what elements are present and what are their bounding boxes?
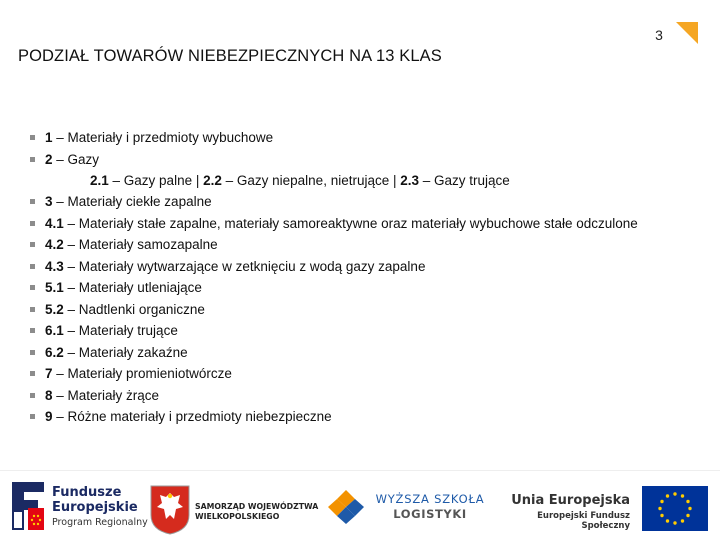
list-item bbox=[30, 151, 640, 169]
class-description: – Materiały ciekłe zapalne bbox=[52, 194, 212, 210]
bullet-icon bbox=[30, 393, 35, 398]
fe-line-3: Program Regionalny bbox=[52, 517, 148, 528]
list-item bbox=[30, 129, 640, 147]
list-item bbox=[30, 408, 640, 426]
page-number: 3 bbox=[655, 27, 663, 43]
wsl-line-1: WYŻSZA SZKOŁA bbox=[375, 492, 485, 506]
list-item bbox=[30, 344, 640, 362]
gas-subclasses bbox=[30, 172, 640, 190]
class-description: – Materiały zakaźne bbox=[63, 344, 188, 360]
wsl-line-2: LOGISTYKI bbox=[393, 507, 467, 521]
class-code: 6.1 bbox=[45, 323, 64, 339]
bullet-icon bbox=[30, 221, 35, 226]
class-code: 8 bbox=[45, 387, 53, 403]
class-description: – Nadtlenki organiczne bbox=[63, 301, 205, 317]
class-code: 4.1 bbox=[45, 215, 64, 231]
eu-flag-icon bbox=[642, 486, 708, 531]
bullet-icon bbox=[30, 242, 35, 247]
class-code: 4.3 bbox=[45, 258, 64, 274]
class-description: – Materiały i przedmioty wybuchowe bbox=[52, 130, 274, 145]
samorzad-text bbox=[195, 502, 318, 522]
bullet-icon bbox=[30, 264, 35, 269]
list-item bbox=[30, 193, 640, 211]
bullet-icon bbox=[30, 350, 35, 355]
list-item bbox=[30, 258, 640, 276]
dangerous-goods-class-list bbox=[30, 129, 640, 430]
subclass-code: 2.2 bbox=[203, 173, 222, 188]
samorzad-line-2: WIELKOPOLSKIEGO bbox=[195, 512, 280, 521]
bullet-icon bbox=[30, 157, 35, 162]
class-description: – Materiały utleniające bbox=[63, 280, 202, 296]
bullet-icon bbox=[30, 285, 35, 290]
class-code: 5.1 bbox=[45, 280, 64, 296]
fe-line-1: Fundusze bbox=[52, 485, 122, 500]
class-description: – Różne materiały i przedmioty niebezpieczne bbox=[52, 409, 332, 425]
bullet-icon bbox=[30, 199, 35, 204]
class-description: – Materiały wytwarzające w zetknięciu z wodą gazy zapalne bbox=[63, 258, 426, 274]
class-code: 3 bbox=[45, 194, 53, 210]
bullet-icon bbox=[30, 307, 35, 312]
class-code: 2 bbox=[45, 151, 53, 167]
bullet-icon bbox=[30, 414, 35, 419]
list-item bbox=[30, 322, 640, 340]
subclass-code: 2.1 bbox=[90, 173, 109, 188]
class-description: – Gazy bbox=[52, 151, 100, 167]
class-code: 1 bbox=[45, 130, 53, 145]
bullet-icon bbox=[30, 371, 35, 376]
list-item bbox=[30, 365, 640, 383]
class-description: – Materiały żrące bbox=[52, 387, 160, 403]
list-item bbox=[30, 215, 640, 233]
coat-of-arms-eagle-icon bbox=[150, 485, 190, 535]
ue-line-1: Unia Europejska bbox=[511, 493, 630, 508]
bullet-icon bbox=[30, 135, 35, 140]
list-item bbox=[30, 279, 640, 297]
list-item bbox=[30, 387, 640, 405]
wsl-logo-icon bbox=[326, 489, 366, 525]
unia-europejska-text bbox=[488, 493, 630, 531]
wsl-text bbox=[370, 492, 490, 522]
page-title: PODZIAŁ TOWARÓW NIEBEZPIECZNYCH NA 13 KLAS bbox=[18, 47, 442, 65]
class-description: – Materiały samozapalne bbox=[63, 237, 218, 253]
fundusze-europejskie-logo-icon bbox=[10, 478, 48, 534]
bullet-icon bbox=[30, 328, 35, 333]
list-item bbox=[30, 301, 640, 319]
ue-line-2: Europejski Fundusz Społeczny bbox=[537, 511, 630, 531]
subclass-description: – Gazy palne | bbox=[108, 173, 204, 188]
class-description: – Materiały stałe zapalne, materiały samoreaktywne oraz materiały wybuchowe stałe odczulone bbox=[63, 215, 638, 231]
corner-triangle-icon bbox=[676, 22, 698, 44]
class-description: – Materiały promieniotwórcze bbox=[52, 366, 232, 382]
class-code: 4.2 bbox=[45, 237, 64, 253]
subclass-description: – Gazy niepalne, nietrujące | bbox=[221, 173, 401, 188]
class-code: 9 bbox=[45, 409, 53, 425]
class-code: 7 bbox=[45, 366, 53, 382]
fe-line-2: Europejskie bbox=[52, 500, 138, 515]
subclass-description: – Gazy trujące bbox=[419, 173, 510, 188]
class-description: – Materiały trujące bbox=[63, 323, 178, 339]
subclass-code: 2.3 bbox=[400, 173, 420, 188]
list-item bbox=[30, 236, 640, 254]
footer-logo-bar bbox=[0, 470, 720, 541]
fundusze-europejskie-text bbox=[52, 485, 148, 530]
class-code: 5.2 bbox=[45, 301, 64, 317]
class-code: 6.2 bbox=[45, 344, 64, 360]
samorzad-line-1: SAMORZĄD WOJEWÓDZTWA bbox=[195, 502, 319, 511]
